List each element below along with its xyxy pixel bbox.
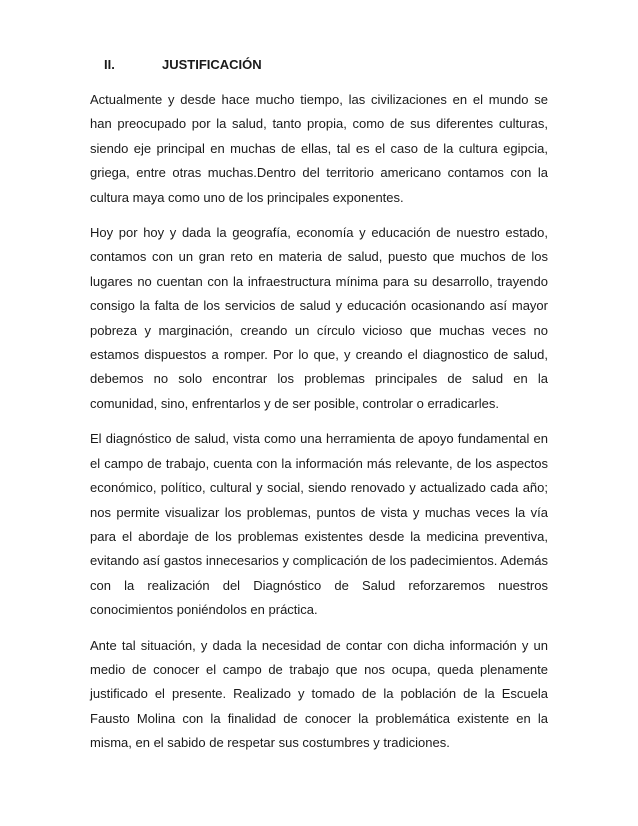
document-page — [90, 56, 548, 767]
paragraph-4: Ante tal situación, y dada la necesidad de contar con dicha información y un medio de conocer el campo de trabajo que nos ocupa, queda plenamente justificado el presente. Realizado y tomado de la población de la Escuela Fausto Molina con la finalidad de conocer la problemática existente en la misma, en el sabido de respetar sus costumbres y tradiciones. — [90, 637, 548, 751]
paragraph-3: El diagnóstico de salud, vista como una herramienta de apoyo fundamental en el campo de trabajo, cuenta con la información más relevante, de los aspectos económico, político, cultural y social, siendo renovado y actualizado cada año; nos permite visualizar los problemas, puntos de vista y muchas veces la vía para el abordaje de los problemas existentes desde la medicina preventiva, evitando así gastos innecesarios y complicación de los padecimientos. Además con la realización del Diagnóstico de Salud reforzaremos nuestros conocimientos poniéndolos en práctica. — [90, 431, 548, 618]
paragraph-1: Actualmente y desde hace mucho tiempo, las civilizaciones en el mundo se han preocupado por la salud, tanto propia, como de sus diferentes culturas, siendo eje principal en muchas de ellas, tal es el caso de la cultura egipcia, griega, entre otras muchas.Dentro del territorio americano contamos con la cultura maya como uno de los principales exponentes. — [90, 92, 548, 205]
section-number: II. — [104, 57, 115, 72]
paragraph-2: Hoy por hoy y dada la geografía, economía y educación de nuestro estado, contamos con un gran reto en materia de salud, puesto que muchos de los lugares no cuentan con la infraestructura mínima para su desarrollo, trayendo consigo la falta de los servicios de salud y educación ocasionando así mayor pobreza y marginación, creando un círculo vicioso que muchas veces no estamos dispuestos a romper. Por lo que, y creando el diagnostico de salud, debemos no solo encontrar los problemas principales de salud en la comunidad, sino, enfrentarlos y de ser posible, controlar o erradicarles. — [90, 225, 548, 411]
section-title: JUSTIFICACIÓN — [162, 57, 262, 72]
section-heading — [90, 56, 548, 74]
